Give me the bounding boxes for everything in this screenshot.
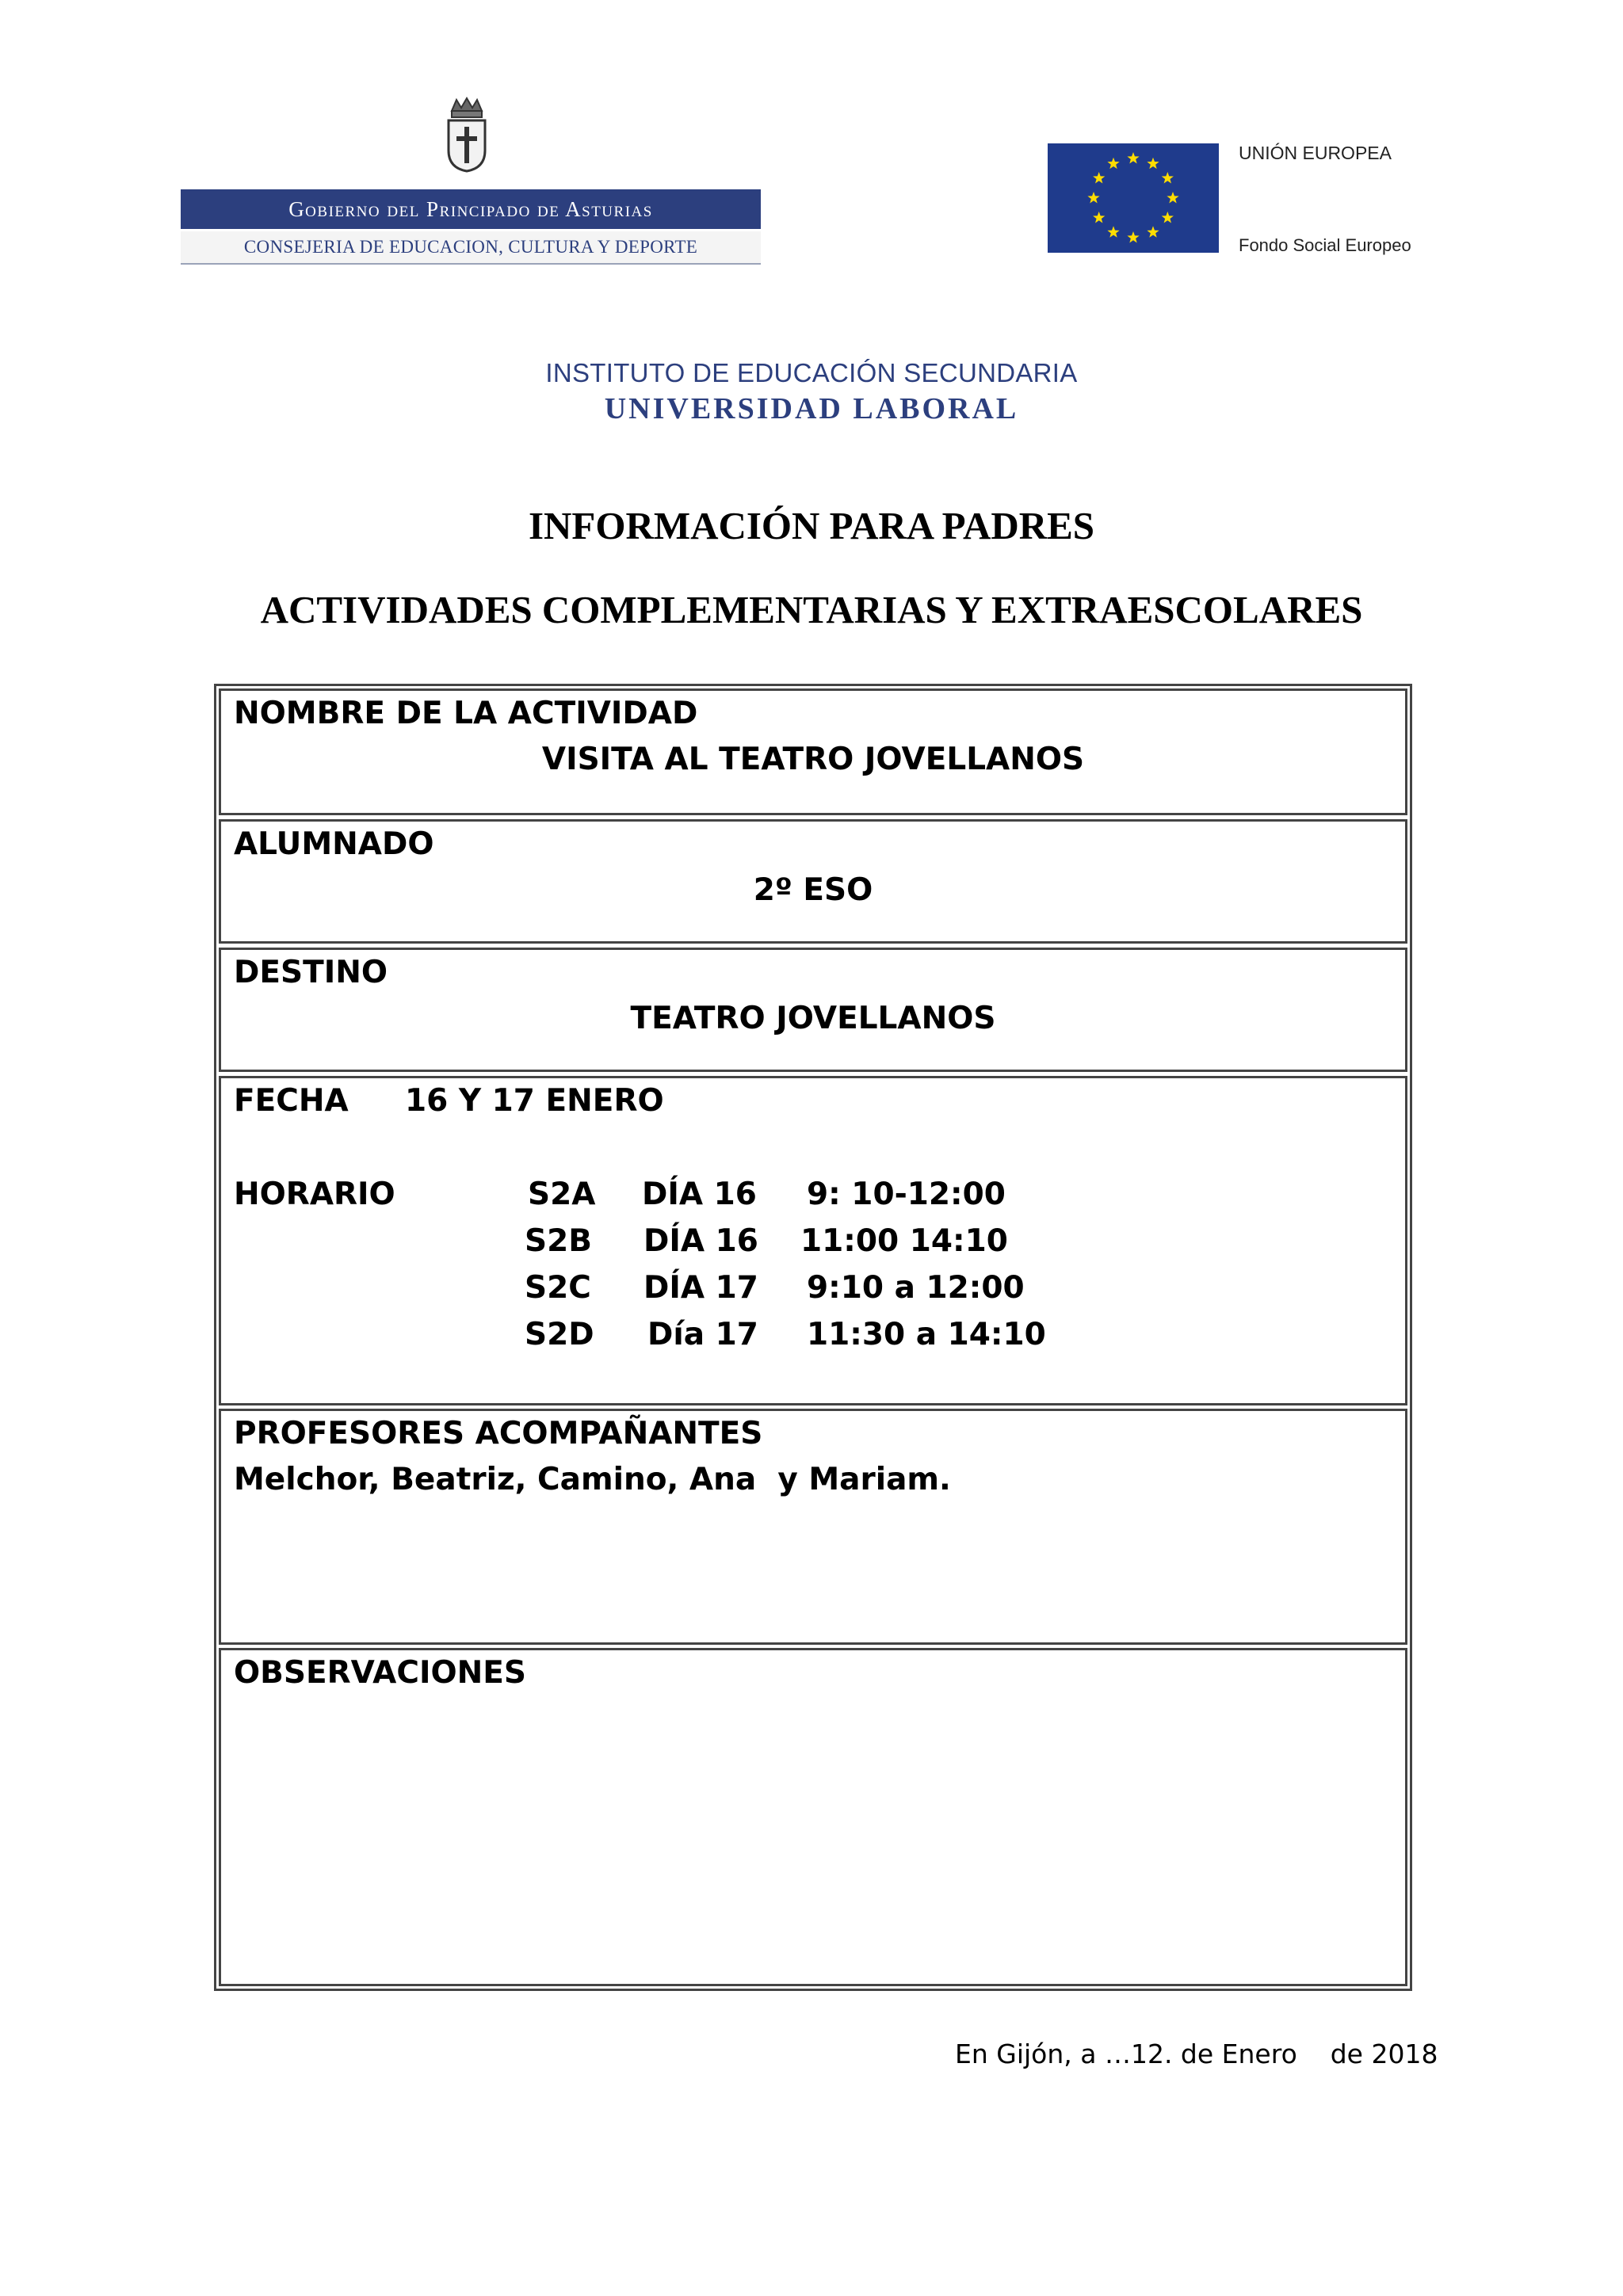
- schedule-time: 9: 10-12:00: [807, 1177, 1006, 1212]
- activity-label: NOMBRE DE LA ACTIVIDAD: [234, 696, 698, 731]
- ministry-name: CONSEJERIA DE EDUCACION, CULTURA Y DEPORTE: [181, 231, 761, 265]
- eu-star: [1147, 158, 1159, 169]
- page-subtitle: ACTIVIDADES COMPLEMENTARIAS Y EXTRAESCOLARES: [260, 588, 1363, 631]
- schedule-label: HORARIO: [234, 1177, 395, 1212]
- schedule-time: 9:10 a 12:00: [807, 1270, 1025, 1306]
- institute-type: INSTITUTO DE EDUCACIÓN SECUNDARIA: [545, 358, 1078, 387]
- government-name: Gobierno del Principado de Asturias: [288, 197, 653, 221]
- date-value: 16 Y 17 ENERO: [405, 1083, 664, 1119]
- destination-section: [219, 948, 1407, 1072]
- institute-name: UNIVERSIDAD LABORAL: [604, 392, 1019, 425]
- teachers-value: Melchor, Beatriz, Camino, Ana y Mariam.: [234, 1462, 951, 1497]
- eu-star: [1127, 152, 1139, 163]
- activity-section: [219, 688, 1407, 815]
- schedule-time: 11:30 a 14:10: [807, 1317, 1046, 1352]
- place-date: En Gijón, a …12. de Enero de 2018: [955, 2039, 1438, 2069]
- observations-section: [219, 1648, 1407, 1986]
- eu-subtitle: Fondo Social Europeo: [1239, 235, 1411, 255]
- eu-star: [1093, 212, 1105, 223]
- schedule-day: DÍA 17: [643, 1270, 758, 1306]
- teachers-section: [219, 1409, 1407, 1645]
- eu-star: [1107, 226, 1119, 237]
- eu-star: [1127, 231, 1139, 242]
- schedule-section: [219, 1076, 1407, 1405]
- schedule-group: S2A: [528, 1177, 596, 1212]
- schedule-day: Día 17: [647, 1317, 758, 1352]
- date-label: FECHA: [234, 1083, 349, 1119]
- eu-star: [1162, 172, 1174, 183]
- destination-value: TEATRO JOVELLANOS: [630, 1001, 996, 1036]
- schedule-day: DÍA 16: [643, 1223, 758, 1259]
- students-value: 2º ESO: [753, 872, 873, 908]
- schedule-day: DÍA 16: [642, 1177, 757, 1212]
- schedule-group: S2D: [525, 1317, 594, 1352]
- eu-star: [1147, 226, 1159, 237]
- eu-flag-icon: [1048, 143, 1219, 253]
- eu-star: [1167, 192, 1178, 203]
- schedule-group: S2C: [525, 1270, 591, 1306]
- asturias-crest-icon: [445, 97, 488, 173]
- schedule-time: 11:00 14:10: [800, 1223, 1008, 1259]
- teachers-label: PROFESORES ACOMPAÑANTES: [234, 1416, 763, 1451]
- activity-value: VISITA AL TEATRO JOVELLANOS: [541, 742, 1085, 777]
- eu-star: [1162, 212, 1174, 223]
- eu-star: [1093, 172, 1105, 183]
- observations-label: OBSERVACIONES: [234, 1655, 527, 1691]
- students-label: ALUMNADO: [234, 826, 434, 862]
- eu-title: UNIÓN EUROPEA: [1239, 143, 1392, 163]
- page-title: INFORMACIÓN PARA PADRES: [528, 504, 1095, 547]
- eu-star: [1107, 158, 1119, 169]
- eu-star: [1087, 192, 1099, 203]
- destination-label: DESTINO: [234, 955, 388, 990]
- schedule-group: S2B: [525, 1223, 592, 1259]
- students-section: [219, 819, 1407, 944]
